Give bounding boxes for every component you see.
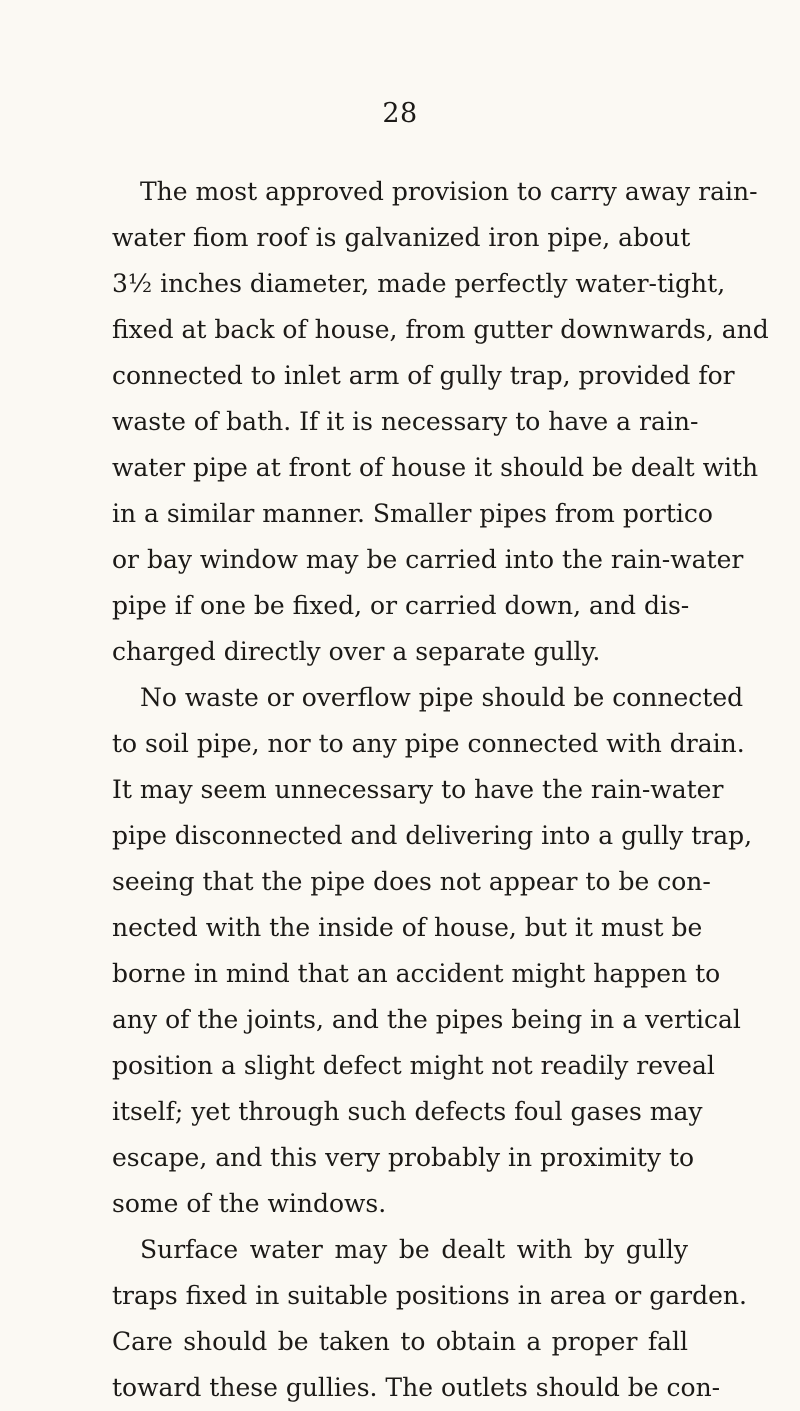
text-line: pipe if one be fixed, or carried down, and dis-: [112, 591, 690, 620]
text-line: or bay window may be carried into the rain-water: [112, 545, 744, 574]
text-line: escape, and this very probably in proximity to: [112, 1143, 695, 1172]
text-line: in a similar manner. Smaller pipes from portico: [112, 499, 713, 528]
page-number: 28: [382, 98, 418, 129]
text-line: No waste or overflow pipe should be connected: [140, 683, 744, 712]
text-line: 3½ inches diameter, made perfectly water-tight,: [112, 269, 726, 298]
text-line: traps fixed in suitable positions in area or garden.: [112, 1281, 747, 1310]
text-line: borne in mind that an accident might happen to: [112, 959, 721, 988]
text-line: some of the windows.: [112, 1189, 387, 1218]
text-line: toward these gullies. The outlets should be con-: [112, 1373, 721, 1402]
text-line: charged directly over a separate gully.: [112, 637, 601, 666]
text-line: pipe disconnected and delivering into a gully trap,: [112, 821, 753, 850]
text-line: water fiom roof is galvanized iron pipe, about: [112, 223, 691, 252]
text-line: connected to inlet arm of gully trap, provided for: [112, 361, 735, 390]
text-line: Care should be taken to obtain a proper fall: [112, 1327, 688, 1356]
body-text: [112, 169, 769, 1411]
text-line: to soil pipe, nor to any pipe connected with drain.: [112, 729, 745, 758]
text-line: any of the joints, and the pipes being in a vertical: [112, 1005, 741, 1034]
text-line: water pipe at front of house it should be dealt with: [112, 453, 759, 482]
text-line: waste of bath. If it is necessary to have a rain-: [112, 407, 699, 436]
text-line: The most approved provision to carry away rain-: [140, 177, 758, 206]
text-line: seeing that the pipe does not appear to be con-: [112, 867, 711, 896]
text-line: nected with the inside of house, but it must be: [112, 913, 703, 942]
text-line: fixed at back of house, from gutter downwards, and: [112, 315, 769, 344]
text-line: Surface water may be dealt with by gully: [140, 1235, 688, 1264]
text-line: position a slight defect might not readily reveal: [112, 1051, 715, 1080]
text-line: It may seem unnecessary to have the rain-water: [112, 775, 724, 804]
text-line: itself; yet through such defects foul gases may: [112, 1097, 703, 1126]
